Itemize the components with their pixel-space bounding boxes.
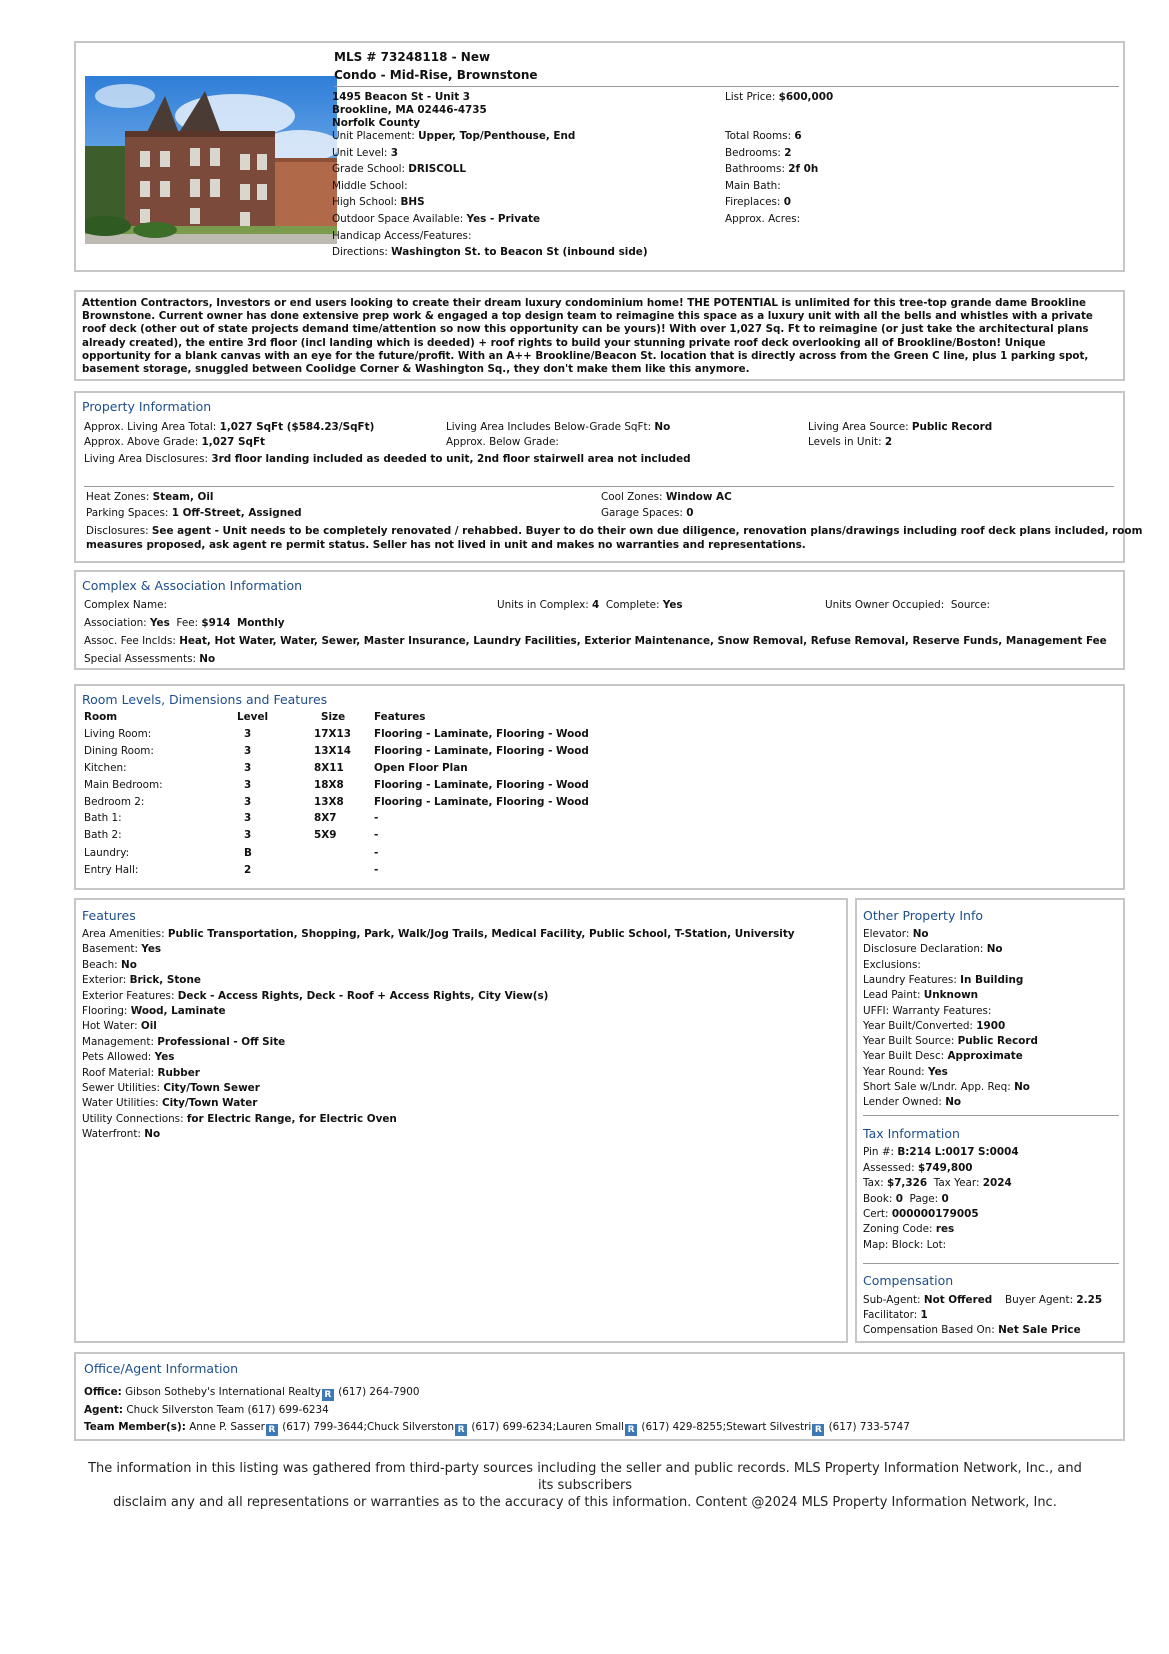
- col-level: Level: [237, 711, 269, 723]
- rooms-title: Room Levels, Dimensions and Features: [82, 692, 328, 707]
- room-size: 13X8: [314, 796, 344, 808]
- feature-item: Sewer Utilities: City/Town Sewer: [82, 1082, 260, 1094]
- association-fee: Association: Yes Fee: $914 Monthly: [84, 617, 285, 629]
- other-info-item: Year Round: Yes: [863, 1065, 948, 1078]
- table-row: [76, 745, 676, 762]
- office-name[interactable]: Gibson Sotheby's International Realty: [125, 1386, 321, 1398]
- tax-divider: [863, 1115, 1119, 1116]
- compensation-based-on: Compensation Based On: Net Sale Price: [863, 1324, 1081, 1336]
- units-owner-occupied: Units Owner Occupied: Source:: [825, 599, 991, 611]
- team-member-phone[interactable]: (617) 429-8255;: [641, 1421, 727, 1433]
- room-features: Open Floor Plan: [374, 762, 468, 774]
- room-size: 18X8: [314, 779, 344, 791]
- tax-title: Tax Information: [863, 1126, 960, 1141]
- feature-item: Management: Professional - Off Site: [82, 1035, 286, 1048]
- header-field: Unit Placement: Upper, Top/Penthouse, End: [332, 130, 576, 142]
- office-title: Office/Agent Information: [84, 1361, 239, 1376]
- team-member-name[interactable]: Anne P. Sasser: [189, 1421, 265, 1433]
- feature-item: Flooring: Wood, Laminate: [82, 1005, 226, 1017]
- levels-in-unit: Levels in Unit: 2: [808, 436, 893, 448]
- table-row: [76, 829, 676, 846]
- living-area-source: Living Area Source: Public Record: [808, 421, 993, 433]
- office-agent-panel: [74, 1352, 1125, 1441]
- list-price: List Price: $600,000: [725, 91, 834, 103]
- room-size: 5X9: [314, 829, 337, 841]
- remarks-panel: [74, 290, 1125, 381]
- other-info-item: Year Built Source: Public Record: [863, 1035, 1038, 1048]
- room-level: 3: [244, 829, 252, 841]
- header-field: Main Bath:: [725, 180, 781, 192]
- other-info-item: Lender Owned: No: [863, 1096, 962, 1109]
- feature-item: Hot Water: Oil: [82, 1020, 157, 1033]
- table-row: [76, 847, 676, 864]
- room-features: -: [374, 864, 379, 876]
- header-field: Unit Level: 3: [332, 147, 398, 159]
- col-room: Room: [84, 711, 118, 723]
- team-member-phone[interactable]: (617) 733-5747: [828, 1421, 910, 1433]
- header-field: Grade School: DRISCOLL: [332, 163, 466, 175]
- living-area-disclosures: Living Area Disclosures: 3rd floor landing included as deeded to unit, 2nd floor stairwell area not included: [84, 453, 691, 465]
- col-features: Features: [374, 711, 426, 723]
- room-features: -: [374, 829, 379, 841]
- team-member-name[interactable]: Lauren Small: [556, 1421, 625, 1433]
- room-name: Laundry:: [84, 847, 130, 859]
- office-phone[interactable]: (617) 264-7900: [338, 1386, 420, 1398]
- address-county: Norfolk County: [332, 117, 421, 129]
- other-info-item: Short Sale w/Lndr. App. Req: No: [863, 1081, 1030, 1093]
- buyer-agent: Buyer Agent: 2.25: [1005, 1294, 1103, 1306]
- units-in-complex: Units in Complex: 4 Complete: Yes: [497, 599, 683, 611]
- table-row: [76, 779, 676, 796]
- room-name: Bath 2:: [84, 829, 122, 841]
- mls-number: MLS # 73248118 - New: [334, 50, 491, 64]
- room-features: -: [374, 847, 379, 859]
- other-info-item: UFFI: Warranty Features:: [863, 1004, 992, 1017]
- room-size: 8X7: [314, 812, 337, 824]
- room-features: Flooring - Laminate, Flooring - Wood: [374, 728, 589, 740]
- rooms-panel: [74, 684, 1125, 890]
- other-info-item: Exclusions:: [863, 958, 921, 971]
- room-features: -: [374, 812, 379, 824]
- facilitator: Facilitator: 1: [863, 1309, 928, 1321]
- feature-item: Waterfront: No: [82, 1128, 161, 1141]
- room-name: Bath 1:: [84, 812, 122, 824]
- below-grade-included: Living Area Includes Below-Grade SqFt: No: [446, 421, 671, 433]
- table-row: [76, 864, 676, 881]
- header-field: Outdoor Space Available: Yes - Private: [332, 213, 540, 225]
- realtor-icon: R: [455, 1424, 467, 1436]
- other-info-item: Elevator: No: [863, 928, 929, 940]
- agent-name[interactable]: Chuck Silverston Team (617) 699-6234: [126, 1404, 329, 1416]
- header-field: Bathrooms: 2f 0h: [725, 163, 819, 175]
- realtor-icon: R: [812, 1424, 824, 1436]
- header-divider: [334, 86, 1119, 87]
- header-field: Total Rooms: 6: [725, 130, 802, 142]
- team-member-name[interactable]: Stewart Silvestri: [726, 1421, 812, 1433]
- team-member-phone[interactable]: (617) 799-3644;: [282, 1421, 367, 1433]
- feature-item: Basement: Yes: [82, 943, 162, 956]
- disclaimer-line-2: disclaim any and all representations or warranties as to the accuracy of this information. Content @2024 MLS Property Information Network, Inc.: [113, 1495, 1057, 1510]
- room-level: B: [244, 847, 252, 859]
- below-grade: Approx. Below Grade:: [446, 436, 559, 448]
- header-field: Directions: Washington St. to Beacon St (inbound side): [332, 246, 648, 258]
- table-row: [76, 796, 676, 813]
- room-name: Main Bedroom:: [84, 779, 163, 791]
- tax-map: Map: Block: Lot:: [863, 1239, 947, 1251]
- room-name: Entry Hall:: [84, 864, 139, 876]
- property-info-panel: [74, 391, 1143, 563]
- feature-item: Exterior: Brick, Stone: [82, 974, 201, 987]
- disclaimer-line-1: The information in this listing was gathered from third-party sources including the seller and public records. MLS Property Information Network, Inc., and its subscribers: [88, 1461, 1082, 1493]
- features-panel: [74, 898, 848, 1343]
- tax-pin: Pin #: B:214 L:0017 S:0004: [863, 1146, 1019, 1158]
- special-assessments: Special Assessments: No: [84, 653, 216, 665]
- public-remarks: Attention Contractors, Investors or end users looking to create their dream luxury condominium home! THE POTENTIAL is unlimited for this tree-top grande dame Brookline Brownstone. Current owner has done extensive prep work & engaged a top design team to reimagine this space as a luxury unit with all the bells and whistles with a private roof deck (other out of state projects demand time/attention so now this opportunity can be yours)! With over 1,027 Sq. Ft to reimagine (or just take the architectural plans already created), the entire 3rd floor (incl landing which is deeded) + roof rights to build your stunning private roof deck overlooking all of Brookline/Boston! Unique opportunity for a blank canvas with an eye for the future/profit. With an A++ Brookline/Beacon St. location that is directly across from the Green C line, plus 1 parking spot, basement storage, snuggled between Coolidge Corner & Washington Sq., they don't make them like this anymore.: [82, 297, 1093, 376]
- garage-spaces: Garage Spaces: 0: [601, 507, 694, 519]
- header-field: High School: BHS: [332, 196, 425, 208]
- agent-line: Agent: Chuck Silverston Team (617) 699-6234: [84, 1404, 329, 1416]
- parking-spaces: Parking Spaces: 1 Off-Street, Assigned: [86, 507, 302, 519]
- property-type: Condo - Mid-Rise, Brownstone: [334, 68, 538, 82]
- team-member-name[interactable]: Chuck Silverston: [366, 1421, 455, 1433]
- realtor-icon: R: [625, 1424, 637, 1436]
- other-info-panel: [855, 898, 1125, 1343]
- living-area-total: Approx. Living Area Total: 1,027 SqFt ($584.23/SqFt): [84, 421, 375, 433]
- other-info-item: Year Built Desc: Approximate: [863, 1050, 1023, 1063]
- feature-item: Roof Material: Rubber: [82, 1066, 200, 1079]
- above-grade: Approx. Above Grade: 1,027 SqFt: [84, 436, 266, 448]
- room-level: 3: [244, 796, 252, 808]
- team-members-line: Team Member(s): Anne P. Sasser R (617) 799-3644;Chuck Silverston R (617) 699-6234;Lauren Small R (617) 429-8255;Stewart Silvestri R (617) 733-5747: [84, 1421, 910, 1435]
- tax-zoning: Zoning Code: res: [863, 1223, 955, 1235]
- other-info-item: Disclosure Declaration: No: [863, 943, 1003, 956]
- property-info-title: Property Information: [82, 399, 212, 414]
- room-features: Flooring - Laminate, Flooring - Wood: [374, 796, 589, 808]
- header-field: Bedrooms: 2: [725, 147, 792, 159]
- room-name: Bedroom 2:: [84, 796, 145, 808]
- tax-book-page: Book: 0 Page: 0: [863, 1193, 949, 1205]
- comp-divider: [863, 1263, 1119, 1264]
- feature-item: Pets Allowed: Yes: [82, 1051, 175, 1064]
- room-level: 3: [244, 762, 252, 774]
- room-level: 2: [244, 864, 252, 876]
- feature-item: Utility Connections: for Electric Range, for Electric Oven: [82, 1112, 397, 1125]
- property-photo: [85, 76, 337, 244]
- tax-cert: Cert: 000000179005: [863, 1208, 979, 1220]
- other-info-item: Lead Paint: Unknown: [863, 989, 979, 1002]
- listing-header-panel: [74, 41, 1125, 272]
- table-row: [76, 812, 676, 829]
- room-size: 17X13: [314, 728, 351, 740]
- header-field: Middle School:: [332, 180, 408, 192]
- room-level: 3: [244, 745, 252, 757]
- other-info-item: Year Built/Converted: 1900: [863, 1019, 1006, 1032]
- disclosures: Disclosures: See agent - Unit needs to be completely renovated / rehabbed. Buyer to do their own due diligence, renovation plans/drawings including roof deck plans included, room measures proposed, ask agent re permit status. Seller has not lived in unit and makes no warranties and representations.: [86, 525, 1143, 551]
- team-member-phone[interactable]: (617) 699-6234;: [471, 1421, 557, 1433]
- realtor-icon: R: [322, 1389, 334, 1401]
- disclaimer: [80, 1460, 1090, 1511]
- rooms-header-row: [76, 711, 676, 728]
- fee-includes: Assoc. Fee Inclds: Heat, Hot Water, Water, Sewer, Master Insurance, Laundry Facilities, Exterior Maintenance, Snow Removal, Refuse Removal, Reserve Funds, Management Fee: [84, 635, 1107, 647]
- tax-amount: Tax: $7,326 Tax Year: 2024: [863, 1177, 1012, 1189]
- address-line-1: 1495 Beacon St - Unit 3: [332, 91, 471, 103]
- property-divider: [84, 486, 1114, 487]
- tax-assessed: Assessed: $749,800: [863, 1162, 973, 1174]
- room-name: Living Room:: [84, 728, 152, 740]
- header-field: Fireplaces: 0: [725, 196, 791, 208]
- office-line: Office: Gibson Sotheby's International Realty R (617) 264-7900: [84, 1386, 420, 1400]
- room-name: Kitchen:: [84, 762, 127, 774]
- realtor-icon: R: [266, 1424, 278, 1436]
- room-name: Dining Room:: [84, 745, 154, 757]
- room-level: 3: [244, 728, 252, 740]
- complex-title: Complex & Association Information: [82, 578, 303, 593]
- header-field: Approx. Acres:: [725, 213, 801, 225]
- feature-item: Area Amenities: Public Transportation, Shopping, Park, Walk/Jog Trails, Medical Facility, Public School, T-Station, University: [82, 928, 795, 940]
- address-line-2: Brookline, MA 02446-4735: [332, 104, 487, 116]
- room-size: 13X14: [314, 745, 351, 757]
- table-row: [76, 728, 676, 745]
- header-field: Handicap Access/Features:: [332, 230, 472, 242]
- other-info-title: Other Property Info: [863, 908, 983, 923]
- feature-item: Exterior Features: Deck - Access Rights, Deck - Roof + Access Rights, City View(s): [82, 989, 549, 1002]
- other-info-item: Laundry Features: In Building: [863, 973, 1024, 986]
- room-level: 3: [244, 812, 252, 824]
- room-features: Flooring - Laminate, Flooring - Wood: [374, 779, 589, 791]
- features-title: Features: [82, 908, 136, 923]
- complex-name: Complex Name:: [84, 599, 168, 611]
- complex-panel: [74, 570, 1125, 670]
- table-row: [76, 762, 676, 779]
- room-features: Flooring - Laminate, Flooring - Wood: [374, 745, 589, 757]
- feature-item: Beach: No: [82, 958, 137, 971]
- col-size: Size: [321, 711, 346, 723]
- room-size: 8X11: [314, 762, 344, 774]
- feature-item: Water Utilities: City/Town Water: [82, 1097, 258, 1110]
- heat-zones: Heat Zones: Steam, Oil: [86, 491, 214, 503]
- cool-zones: Cool Zones: Window AC: [601, 491, 732, 503]
- compensation-title: Compensation: [863, 1273, 954, 1288]
- room-level: 3: [244, 779, 252, 791]
- sub-agent: Sub-Agent: Not Offered: [863, 1294, 993, 1306]
